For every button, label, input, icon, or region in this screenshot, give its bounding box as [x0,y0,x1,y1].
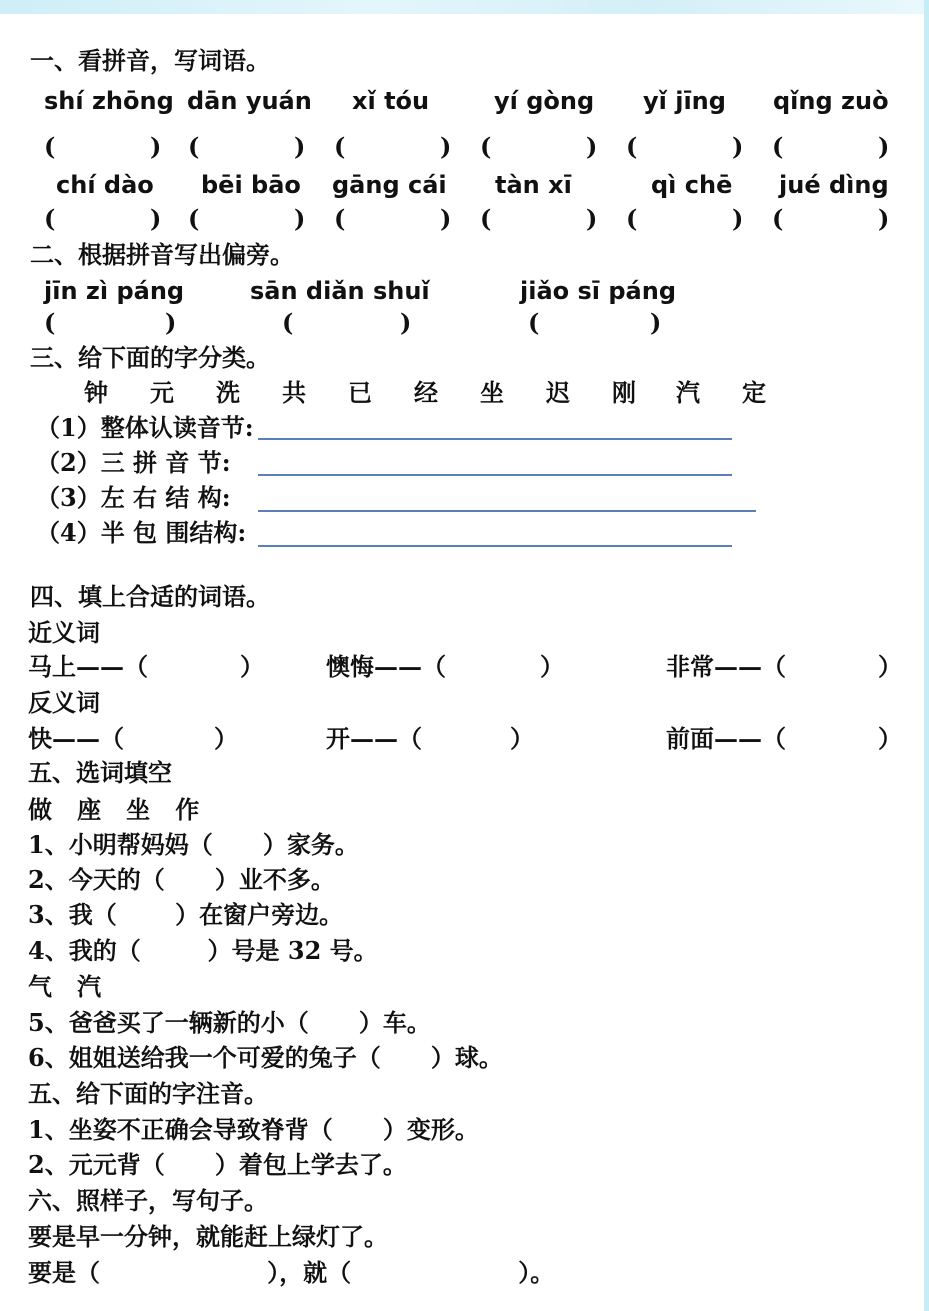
fill-sentence: 5、爸爸买了一辆新的小（ ）车。 [28,1008,431,1037]
fill-sentence: 4、我的（ ）号是 32 号。 [28,936,378,965]
paren-open: ( [44,132,56,161]
paren-close: ） [878,652,902,681]
paren-open: ( [480,204,492,233]
paren-open: ( [188,132,200,161]
pinyin: gāng cái [332,171,447,199]
char-item: 定 [742,378,766,407]
pinyin: tàn xī [495,171,572,199]
pinyin: qì chē [651,171,733,199]
char-item: 已 [348,378,372,407]
antonym-label: 反义词 [28,688,100,717]
paren-open: ( [772,204,784,233]
paren-close: ) [878,132,890,161]
paren-open: ( [626,204,638,233]
fill-sentence: 2、今天的（ ）业不多。 [28,865,335,894]
pinyin: dān yuán [187,87,312,115]
char-item: 洗 [216,378,240,407]
pinyin: jiǎo sī páng [520,277,676,305]
answer-line [258,438,732,440]
answer-line [258,545,732,547]
paren-close: ) [150,132,162,161]
section1-title: 一、看拼音，写词语。 [30,46,270,75]
pinyin: yí gòng [494,87,595,115]
char-item: 钟 [84,378,108,407]
fill-sentence: 3、我（ ）在窗户旁边。 [28,900,344,929]
pinyin-sentence: 1、坐姿不正确会导致脊背（ ）变形。 [28,1115,479,1144]
paren-open: ( [334,132,346,161]
section3-title: 三、给下面的字分类。 [30,343,270,372]
char-item: 经 [414,378,438,407]
pinyin: shí zhōng [44,87,174,115]
synonym-item: 懊悔——（ [326,652,446,681]
antonym-item: 前面——（ [666,724,786,753]
pinyin: chí dào [56,171,154,199]
synonym-label: 近义词 [28,618,100,647]
paren-close: ) [732,204,744,233]
paren-open: ( [334,204,346,233]
pinyin: bēi bāo [201,171,301,199]
answer-line [258,474,732,476]
paren-close: ) [586,204,598,233]
char-item: 元 [150,378,174,407]
write-sentence: 要是（ ），就（ ）。 [28,1258,555,1287]
section5-title: 五、选词填空 [28,758,172,787]
char-item: 迟 [546,378,570,407]
answer-line [258,510,756,512]
antonym-item: 开——（ [326,724,422,753]
synonym-item: 马上——（ [28,652,148,681]
word-choices: 气 汽 [28,972,102,1001]
paren-close: ) [294,204,306,233]
antonym-item: 快——（ [28,724,124,753]
paren-close: ) [400,308,412,337]
paren-open: ( [188,204,200,233]
example-sentence: 要是早一分钟，就能赶上绿灯了。 [28,1222,388,1251]
paren-open: ( [528,308,540,337]
word-choices: 做 座 坐 作 [28,795,200,824]
paren-open: ( [626,132,638,161]
paren-open: ( [282,308,294,337]
paren-close: ） [878,724,902,753]
category-label: （2）三 拼 音 节: [36,448,231,477]
paren-open: ( [480,132,492,161]
section2-title: 二、根据拼音写出偏旁。 [30,240,294,269]
paren-close: ） [214,724,238,753]
paren-close: ） [540,652,564,681]
paren-close: ) [732,132,744,161]
char-item: 坐 [480,378,504,407]
paren-close: ) [294,132,306,161]
char-item: 共 [282,378,306,407]
synonym-item: 非常——（ [666,652,786,681]
pinyin: jīn zì páng [44,277,185,305]
section4-title: 四、填上合适的词语。 [30,582,270,611]
pinyin: sān diǎn shuǐ [250,277,430,305]
section6-title: 五、给下面的字注音。 [28,1079,268,1108]
paren-open: ( [772,132,784,161]
fill-sentence: 1、小明帮妈妈（ ）家务。 [28,830,359,859]
pinyin: yǐ jīng [643,87,726,115]
paren-close: ) [440,204,452,233]
paren-close: ) [150,204,162,233]
fill-sentence: 6、姐姐送给我一个可爱的兔子（ ）球。 [28,1043,503,1072]
char-item: 汽 [676,378,700,407]
category-label: （3）左 右 结 构: [36,483,231,512]
paren-close: ) [586,132,598,161]
char-item: 刚 [612,378,636,407]
pinyin-sentence: 2、元元背（ ）着包上学去了。 [28,1150,407,1179]
paren-open: ( [44,308,56,337]
section7-title: 六、照样子，写句子。 [28,1186,268,1215]
paren-open: ( [44,204,56,233]
category-label: （1）整体认读音节: [36,413,254,442]
paren-close: ) [878,204,890,233]
paren-close: ） [510,724,534,753]
pinyin: jué dìng [779,171,889,199]
paren-close: ) [440,132,452,161]
category-label: （4）半 包 围结构: [36,518,247,547]
paren-close: ) [650,308,662,337]
paren-close: ） [240,652,264,681]
paren-close: ) [165,308,177,337]
pinyin: xǐ tóu [352,87,430,115]
pinyin: qǐng zuò [773,87,889,115]
